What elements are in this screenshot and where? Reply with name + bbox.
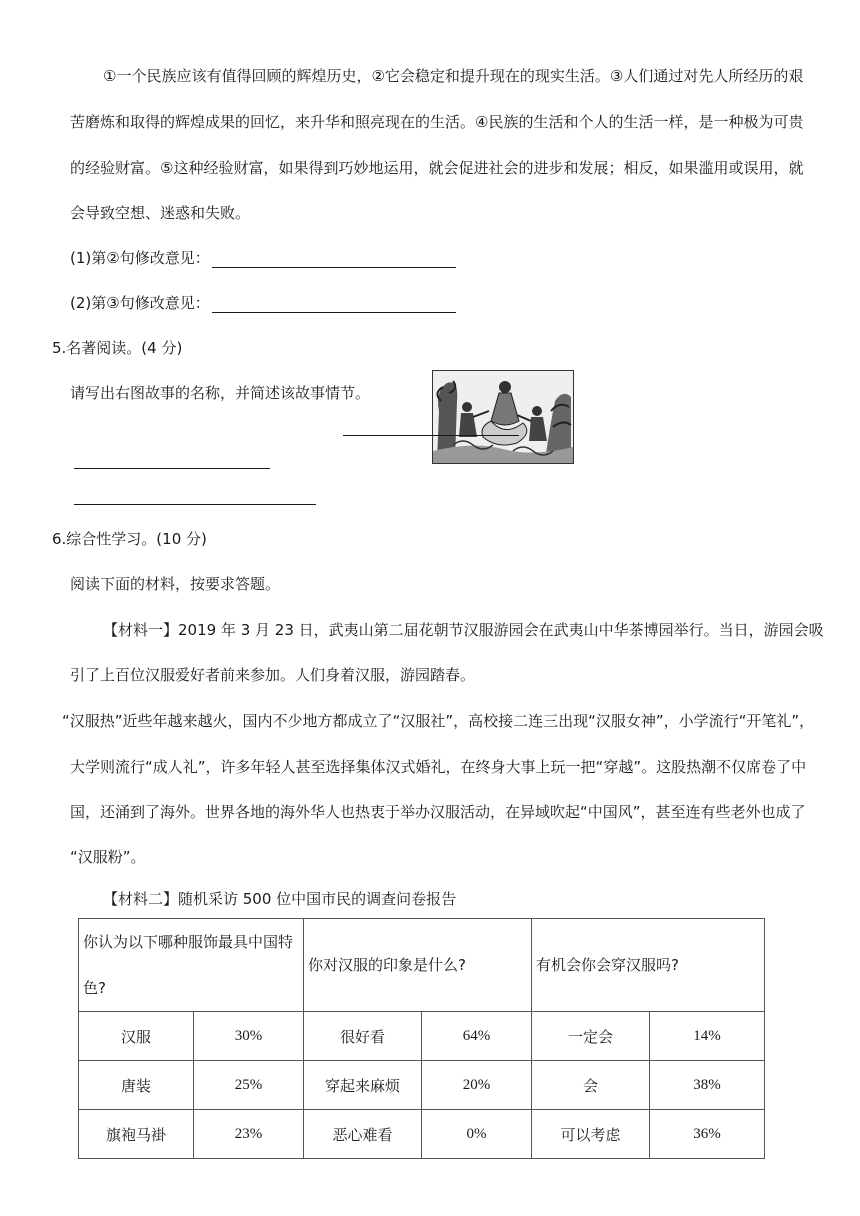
question-6-heading: 6.综合性学习。(10 分) xyxy=(52,530,207,548)
table-cell: 恶心难看 xyxy=(304,1110,422,1159)
material-1-line: 引了上百位汉服爱好者前来参加。人们身着汉服，游园踏春。 xyxy=(70,666,476,684)
table-cell: 64% xyxy=(422,1012,532,1061)
survey-header-row xyxy=(79,919,765,1012)
question-5-prompt: 请写出右图故事的名称，并简述该故事情节。 xyxy=(70,384,371,402)
answer-blank-story-name[interactable] xyxy=(343,435,519,436)
table-cell: 30% xyxy=(194,1012,304,1061)
question-5-heading: 5.名著阅读。(4 分) xyxy=(52,339,183,357)
revision-item-1 xyxy=(70,248,456,268)
question-6-intro: 阅读下面的材料，按要求答题。 xyxy=(70,575,281,593)
survey-question-1 xyxy=(79,919,304,1012)
table-cell: 36% xyxy=(650,1110,765,1159)
material-1-line: 国，还涌到了海外。世界各地的海外华人也热衷于举办汉服活动，在异域吹起“中国风”，甚至连有些老外也成了 xyxy=(70,803,806,821)
answer-blank[interactable] xyxy=(212,253,456,268)
table-cell: 14% xyxy=(650,1012,765,1061)
survey-question-1-line-1: 你认为以下哪种服饰最具中国特 xyxy=(83,933,294,951)
material-1-line: 大学则流行“成人礼”，许多年轻人甚至选择集体汉式婚礼，在终身大事上玩一把“穿越”。这股热潮不仅席卷了中 xyxy=(70,758,807,776)
story-illustration-drawing xyxy=(433,371,573,463)
table-cell: 汉服 xyxy=(79,1012,194,1061)
answer-blank-plot-line-2[interactable] xyxy=(74,504,316,505)
table-cell: 25% xyxy=(194,1061,304,1110)
survey-question-1-line-2: 色? xyxy=(83,979,106,997)
survey-question-2: 你对汉服的印象是什么? xyxy=(304,919,532,1012)
table-cell: 可以考虑 xyxy=(532,1110,650,1159)
story-illustration xyxy=(432,370,574,464)
table-cell: 旗袍马褂 xyxy=(79,1110,194,1159)
table-cell: 0% xyxy=(422,1110,532,1159)
answer-blank-plot-line-1[interactable] xyxy=(74,468,270,469)
table-cell: 唐装 xyxy=(79,1061,194,1110)
answer-blank[interactable] xyxy=(212,298,456,313)
table-cell: 会 xyxy=(532,1061,650,1110)
passage-line: ①一个民族应该有值得回顾的辉煌历史，②它会稳定和提升现在的现实生活。③人们通过对先人所经历的艰 xyxy=(103,67,804,85)
revision-item-2-label: (2)第③句修改意见： xyxy=(70,294,210,312)
table-row xyxy=(79,1012,765,1061)
table-row xyxy=(79,1061,765,1110)
table-row xyxy=(79,1110,765,1159)
table-cell: 23% xyxy=(194,1110,304,1159)
passage-line: 会导致空想、迷惑和失败。 xyxy=(70,204,251,222)
survey-question-3: 有机会你会穿汉服吗? xyxy=(532,919,765,1012)
table-cell: 穿起来麻烦 xyxy=(304,1061,422,1110)
material-1-line: “汉服热”近些年越来越火，国内不少地方都成立了“汉服社”，高校接二连三出现“汉服女神”，小学流行“开笔礼”， xyxy=(62,712,815,730)
passage-line: 苦磨炼和取得的辉煌成果的回忆，来升华和照亮现在的生活。④民族的生活和个人的生活一样，是一种极为可贵 xyxy=(70,113,804,131)
revision-item-1-label: (1)第②句修改意见： xyxy=(70,249,210,267)
material-1-line: “汉服粉”。 xyxy=(70,848,146,866)
table-cell: 很好看 xyxy=(304,1012,422,1061)
table-cell: 一定会 xyxy=(532,1012,650,1061)
survey-table xyxy=(78,918,765,1159)
table-cell: 38% xyxy=(650,1061,765,1110)
table-cell: 20% xyxy=(422,1061,532,1110)
material-2-title: 【材料二】随机采访 500 位中国市民的调查问卷报告 xyxy=(103,890,457,908)
material-1-line: 【材料一】2019 年 3 月 23 日，武夷山第二届花朝节汉服游园会在武夷山中华茶博园举行。当日，游园会吸 xyxy=(103,621,824,639)
passage-line: 的经验财富。⑤这种经验财富，如果得到巧妙地运用，就会促进社会的进步和发展；相反，如果滥用或误用，就 xyxy=(70,159,804,177)
revision-item-2 xyxy=(70,293,456,313)
